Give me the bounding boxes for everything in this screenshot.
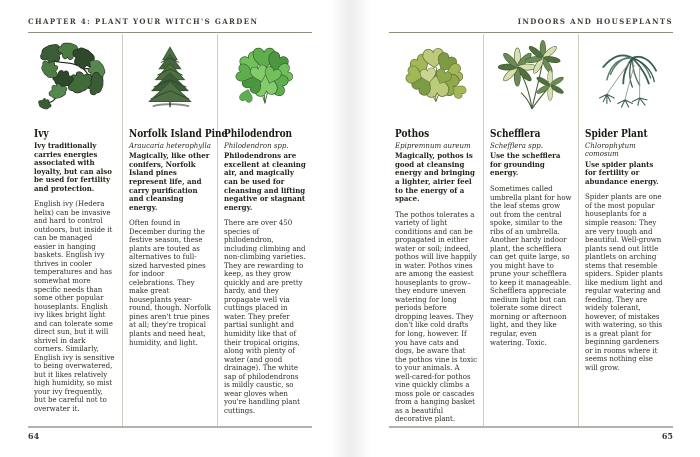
plant-description: English ivy (Hedera helix) can be invasive and hard to control outdoors, but inside it can be managed easier in hanging baskets. English ivy thrives in cooler temperatures and has somewhat more specific needs than some other popular houseplants. English ivy likes bright light and can tolerate some direct sun, but it will shrivel in dark corners. Similarly, English ivy is sensitive to being overwatered, but it likes relatively high humidity, so mist your ivy frequently, but be careful not to overwater it.: [34, 200, 115, 413]
norfolk-pine-drawing: [129, 38, 211, 118]
right-footer-rule: [389, 426, 673, 428]
plant-description: Spider plants are one of the most popular houseplants for a simple reason: They are very tough and beautiful. Well-grown plants send out little plantlets on arching stems that resemble spiders. Spider plants like medium light and regular watering and feeding. They are widely tolerant, however, of mistakes with watering, so this is a great plant for beginning gardeners or in rooms where it seems nothing else will grow.: [585, 193, 663, 372]
plant-entry-pothos: [389, 34, 483, 426]
right-running-header: INDOORS AND HOUSEPLANTS: [389, 17, 673, 33]
plant-intro: Magically, pothos is good at cleansing energy and bringing a lighter, airier feel to the energy of a space.: [395, 151, 475, 204]
schefflera-drawing: [490, 38, 572, 118]
plant-description: Often found in December during the festive season, these plants are touted as alternatives to full-sized harvested pines for indoor celebrations. They make great houseplants year-round, though. Norfolk pines aren't true pines at all; they're tropical plants and need heat, humidity, and light.: [129, 219, 211, 347]
plant-intro: Use the schefflera for grounding energy.: [490, 151, 561, 178]
plant-name: Ivy: [34, 126, 49, 140]
plant-description: Sometimes called umbrella plant for how the leaf stems grow out from the central spoke, similar to the ribs of an umbrella. Another hardy indoor plant, the schefflera can get quite large, so you might have to prune your schefflera to keep it manageable. Schefflera appreciate medium light but can tolerate some direct morning or afternoon light, and they like regular, even watering. Toxic.: [490, 184, 572, 347]
left-page-number: 64: [28, 431, 40, 441]
spider-plant-illustration: [585, 34, 667, 122]
plant-intro: Ivy traditionally carries energies associated with loyalty, but can also be used for fertility and protection.: [34, 141, 112, 193]
schefflera-illustration: [490, 34, 572, 122]
plant-intro: Philodendrons are excellent at cleaning air, and magically can be used for cleansing and lifting negative or stagnant energy.: [224, 151, 306, 212]
plant-name: Schefflera: [490, 126, 541, 140]
left-page-columns: [28, 34, 312, 426]
ivy-drawing: [34, 38, 116, 118]
page-gutter-shadow: [330, 0, 372, 457]
right-page: [389, 0, 673, 457]
plant-name: Philodendron: [224, 126, 293, 140]
left-footer-rule: [28, 426, 312, 428]
plant-species: Araucaria heterophylla: [129, 142, 211, 150]
plant-description: The pothos tolerates a variety of light conditions and can be propagated in either water or soil; indeed, pothos will live happily in water. Pothos vines are among the easiest houseplants to grow–they endure uneven watering for long periods before dropping leaves. They don't like cold drafts for long, however. If you have cats and dogs, be aware that the pothos vine is toxic to your animals. A well-cared-for pothos vine quickly climbs a moss pole or cascades from a hanging basket as a beautiful decorative plant.: [395, 210, 477, 424]
philodendron-illustration: [224, 34, 306, 122]
norfolk-island-pine-illustration: [129, 34, 211, 122]
pothos-drawing: [395, 38, 477, 118]
plant-description: There are over 450 species of philodendron, including climbing and non-climbing varieties. They are rewarding to keep, as they grow quickly and are pretty hardy, and they propagate well via cuttings placed in water. They prefer partial sunlight and humidity like that of their tropical origins, along with plenty of water (and good drainage). The white sap of philodendrons is mildly caustic, so wear gloves when you're handling plant cuttings.: [224, 219, 306, 415]
plant-name: Pothos: [395, 126, 430, 140]
plant-name: Norfolk Island Pine: [129, 126, 228, 140]
right-page-columns: [389, 34, 673, 426]
plant-entry-norfolk-island-pine: [122, 34, 228, 426]
plant-intro: Use spider plants for fertility or abundance energy.: [585, 159, 659, 186]
right-page-number: 65: [661, 431, 673, 441]
plant-species: Epipremnum aureum: [395, 142, 471, 150]
plant-species: Philodendron spp.: [224, 142, 289, 150]
pothos-illustration: [395, 34, 477, 122]
plant-entry-spider-plant: [578, 34, 673, 426]
plant-intro: Magically, like other conifers, Norfolk Island pines represent life, and carry purification and cleansing energy.: [129, 151, 210, 212]
plant-species: Chlorophytum comosum: [585, 142, 636, 159]
plant-name: Spider Plant: [585, 126, 648, 140]
plant-species: Schefflera spp.: [490, 142, 543, 150]
left-page: [28, 0, 312, 457]
left-running-header: CHAPTER 4: PLANT YOUR WITCH'S GARDEN: [28, 17, 312, 33]
plant-entry-philodendron: [217, 34, 312, 426]
philodendron-drawing: [224, 38, 306, 118]
ivy-illustration: [34, 34, 116, 122]
plant-entry-ivy: [28, 34, 122, 426]
spider-plant-drawing: [585, 38, 667, 118]
plant-entry-schefflera: [483, 34, 578, 426]
